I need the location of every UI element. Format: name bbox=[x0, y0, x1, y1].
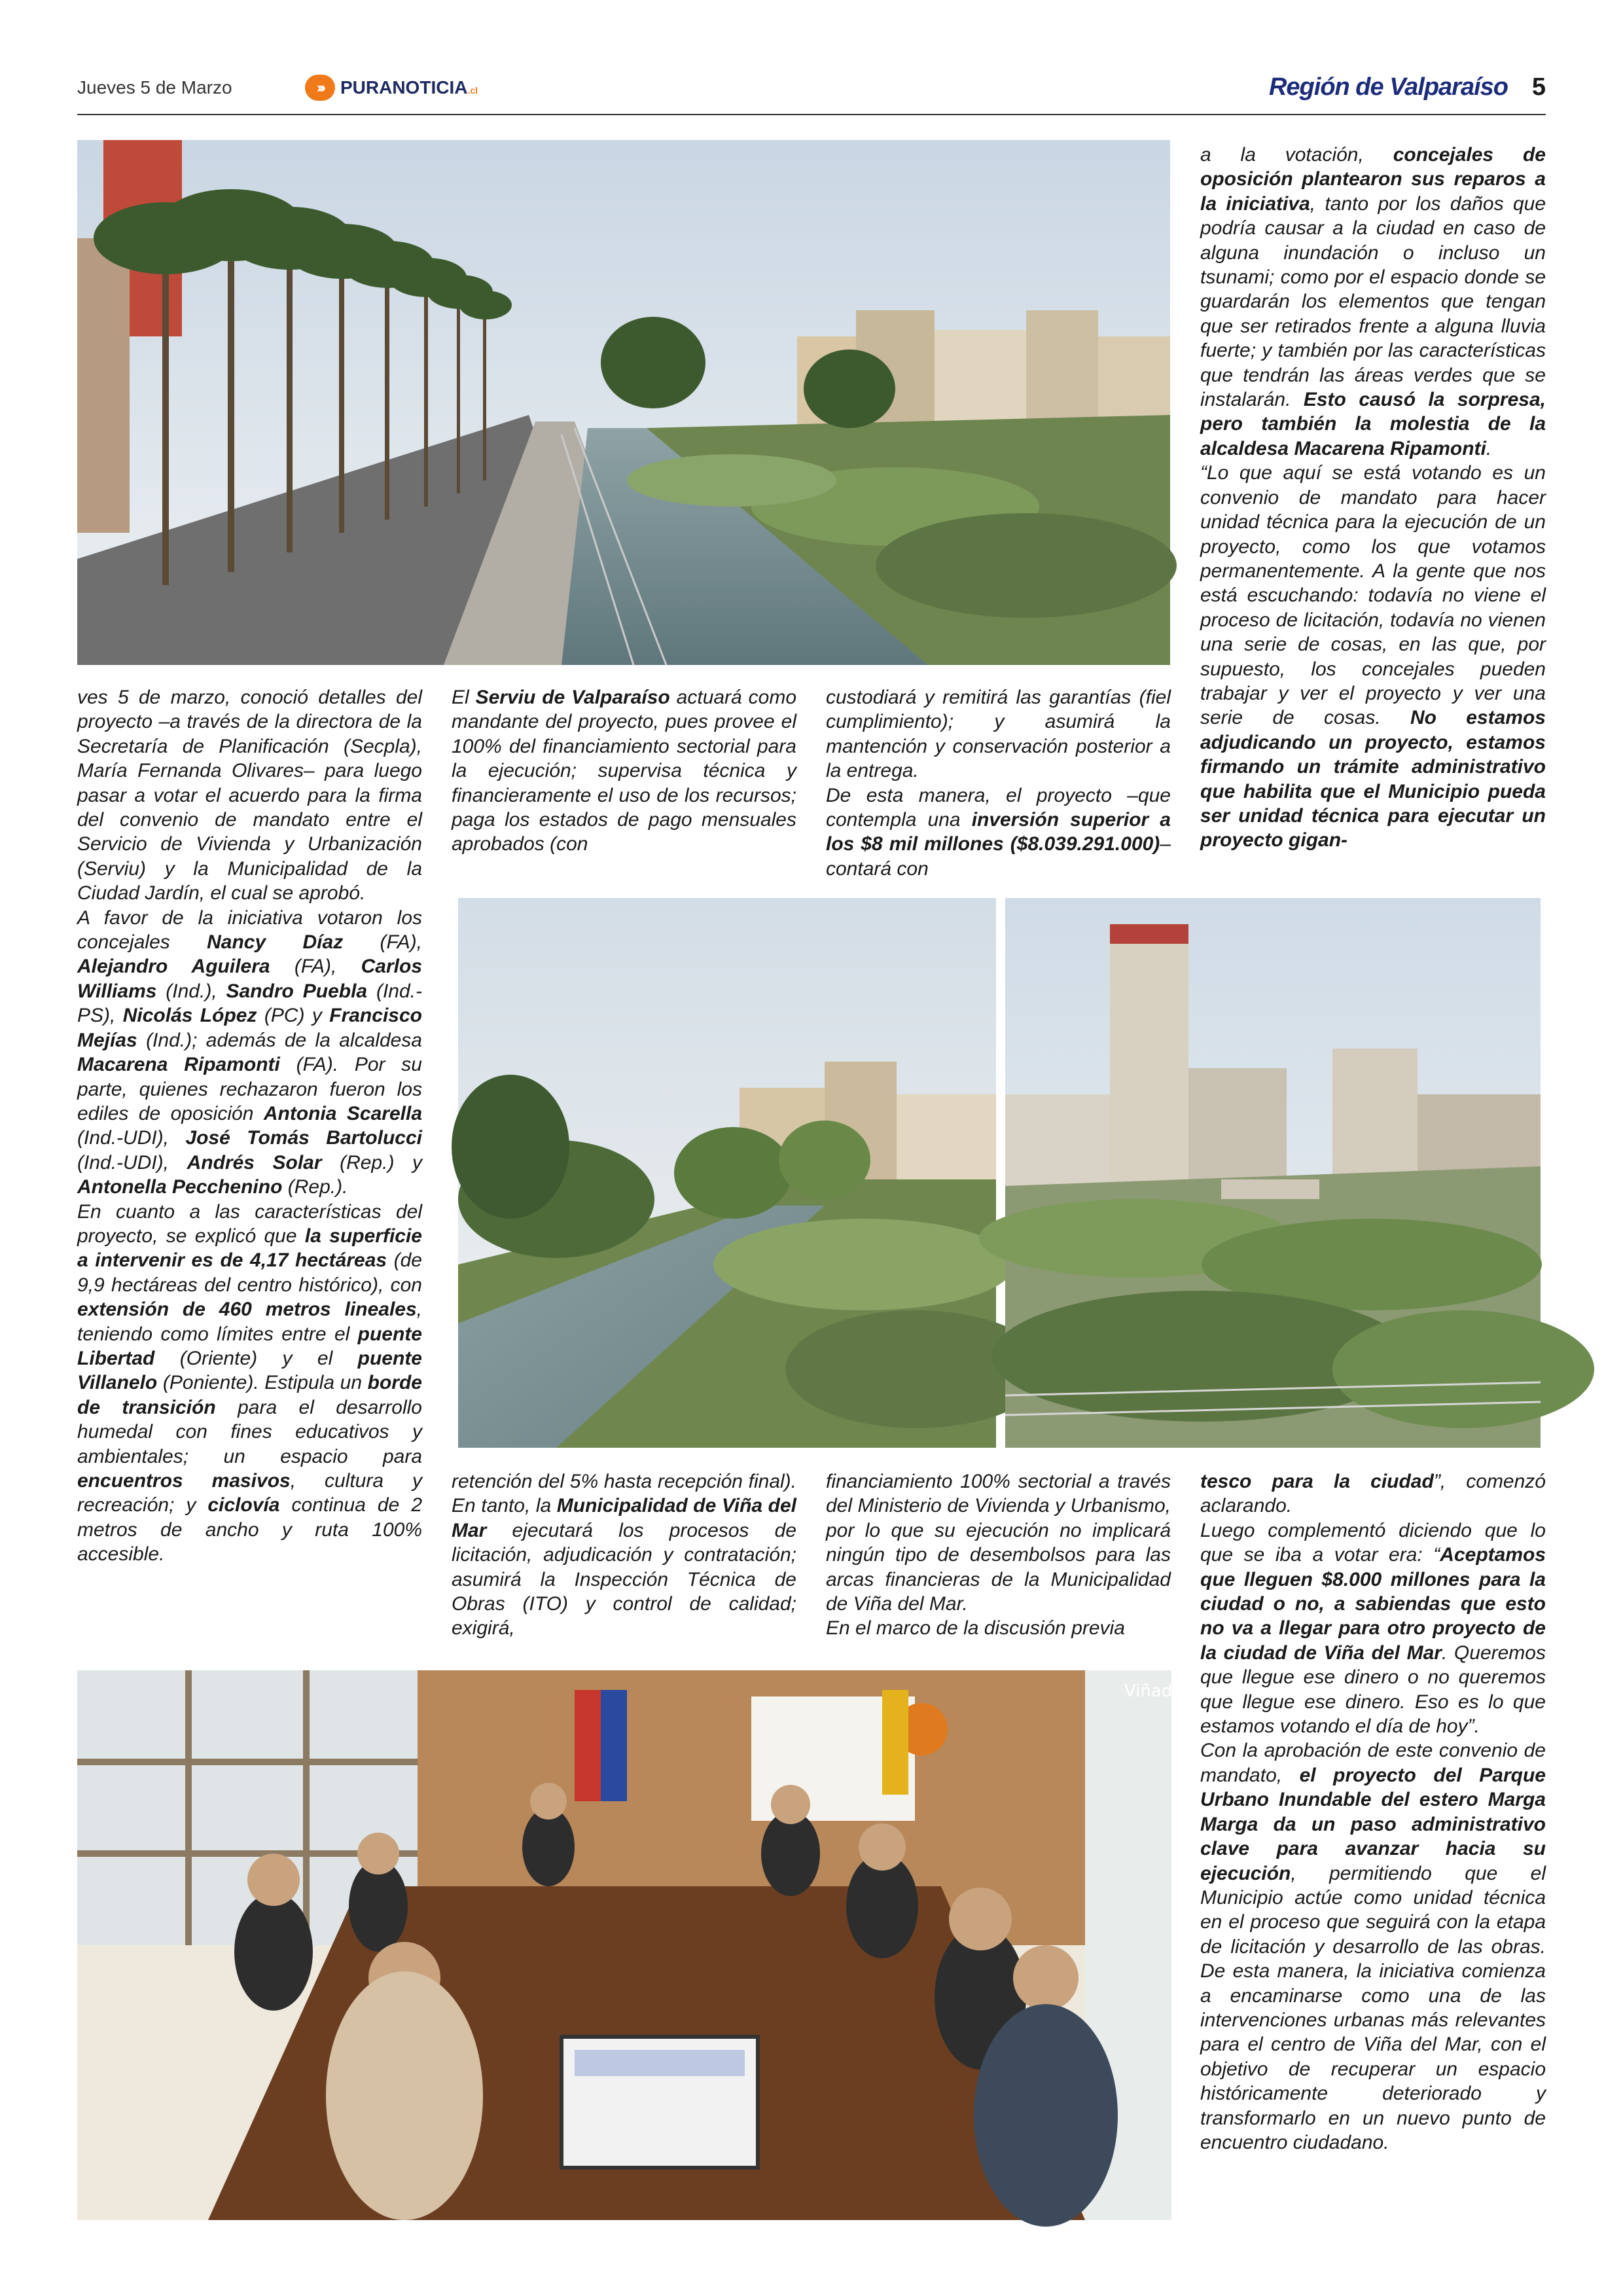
paragraph: financiamiento 100% sectorial a través del Ministerio de Vivienda y Urbanismo, por lo que su ejecución no implicará ningún tipo de desembolsos para las arcas financieras de la Municipalidad de Viña del Mar. bbox=[826, 1471, 1171, 1615]
photo-avenue-rendering bbox=[77, 140, 1170, 665]
page-number: 5 bbox=[1531, 73, 1546, 101]
logo-chevron-icon: ››› bbox=[305, 75, 335, 101]
meeting-logo-text: ViñadelMar bbox=[1124, 1681, 1220, 1701]
paragraph: En el marco de la discusión previa bbox=[826, 1617, 1125, 1640]
section-title: Región de Valparaíso bbox=[1268, 73, 1508, 101]
column-2-bottom-text bbox=[452, 1469, 796, 1641]
photo-council-meeting bbox=[77, 1670, 1220, 2220]
logo-text: PURANOTICIA bbox=[340, 77, 468, 98]
paragraph: ves 5 de marzo, conoció detalles del proyecto –a través de la directora de la Secretaría de Planificación (Secpla), María Fernanda Olivares– para luego pasar a votar el acuerdo para la firma del convenio de mandato entre el Servicio de Vivienda y Urbanización (Serviu) y la Municipalidad de la Ciudad Jardín, el cual se aprobó. bbox=[77, 687, 422, 905]
paragraph: En cuanto a las características del proyecto, se explicó que la superficie a intervenir es de 4,17 hectáreas (de 9,9 hectáreas del centro histórico), con extensión de 460 metros lineales, teniendo como límites entre el puente Libertad (Oriente) y el puente Villanelo (Poniente). Estipula un borde de transición para el desarrollo humedal con fines educativos y ambientales; un espacio para encuentros masivos, cultura y recreación; y ciclovía continua de 2 metros de ancho y ruta 100% accesible. bbox=[77, 1200, 422, 1566]
page-date: Jueves 5 de Marzo bbox=[77, 77, 232, 98]
puranoticia-logo bbox=[305, 73, 478, 102]
column-2-top-text bbox=[452, 685, 796, 857]
column-4-top-text bbox=[1200, 143, 1546, 853]
column-1-text bbox=[77, 685, 422, 1567]
header-divider bbox=[77, 114, 1546, 115]
column-4-bottom-text bbox=[1200, 1469, 1546, 2155]
paragraph: custodiará y remitirá las garantías (fiel cumplimiento); y asumirá la mantención y conservación posterior a la entrega. bbox=[826, 687, 1171, 782]
paragraph: a la votación, concejales de oposición plantearon sus reparos a la iniciativa, tanto por los daños que podría causar a la ciudad en caso de alguna inundación o incluso un tsunami; como por el espacio donde se guardarán los elementos que tengan que ser retirados frente a alguna lluvia fuerte; y también por las características que tendrán las áreas verdes que se instalarán. Esto causó la sorpresa, pero también la molestia de la alcaldesa Macarena Ripamonti. bbox=[1200, 144, 1546, 459]
paragraph: Con la aprobación de este convenio de mandato, el proyecto del Parque Urbano Inundable del estero Marga Marga da un paso administrativo clave para avanzar hacia su ejecución, permitiendo que el Municipio actúe como unidad técnica en el proceso que seguirá con la etapa de licitación y desarrollo de las obras. De esta manera, la iniciativa comienza a encaminarse como una de las intervenciones urbanas más relevantes para el centro de Viña del Mar, con el objetivo de recuperar un espacio históricamente deteriorado y transformarlo en un nuevo punto de encuentro ciudadano. bbox=[1200, 1740, 1546, 2153]
paragraph: El Serviu de Valparaíso actuará como mandante del proyecto, pues provee el 100% del financiamiento sectorial para la ejecución; supervisa técnica y financieramente el uso de los recursos; paga los estados de pago mensuales aprobados (con bbox=[452, 687, 797, 855]
paragraph: Luego complementó diciendo que lo que se iba a votar era: “Aceptamos que lleguen $8.000 millones para la ciudad o no, a sabiendas que esto no va a llegar para otro proyecto de la ciudad de Viña del Mar. Queremos que llegue ese dinero o no queremos que llegue ese dinero. Eso es lo que estamos votando el día de hoy”. bbox=[1200, 1519, 1546, 1738]
photo-park-rendering bbox=[1005, 898, 1541, 1448]
photo-channel-rendering bbox=[458, 898, 996, 1448]
paragraph: De esta manera, el proyecto –que contempla una inversión superior a los $8 mil millones ($8.039.291.000)– contará con bbox=[826, 784, 1171, 880]
logo-suffix: .cl bbox=[467, 85, 478, 96]
paragraph: retención del 5% hasta recepción final). En tanto, la Municipalidad de Viña del Mar ejecutará los procesos de licitación, adjudicación y contratación; asumirá la Inspección Técnica de Obras (ITO) y control de calidad; exigirá, bbox=[452, 1471, 796, 1640]
column-3-bottom-text bbox=[826, 1469, 1171, 1641]
paragraph: tesco para la ciudad”, comenzó aclarando. bbox=[1200, 1471, 1546, 1517]
paragraph: “Lo que aquí se está votando es un convenio de mandato para hacer unidad técnica para la ejecución de un proyecto, como los que votamos permanentemente. A la gente que nos está escuchando: todavía no viene el proceso de licitación, todavía no vienen una serie de cosas, en las que, por supuesto, los concejales pueden trabajar y ver el proyecto y ver una serie de cosas. No estamos adjudicando un proyecto, estamos firmando un trámite administrativo que habilita que el Municipio pueda ser unidad técnica para ejecutar un proyecto gigan- bbox=[1200, 462, 1546, 852]
column-3-top-text bbox=[826, 685, 1171, 881]
paragraph: A favor de la iniciativa votaron los concejales Nancy Díaz (FA), Alejandro Aguilera (FA), Carlos Williams (Ind.), Sandro Puebla (Ind.-PS), Nicolás López (PC) y Francisco Mejías (Ind.); además de la alcaldesa Macarena Ripamonti (FA). Por su parte, quienes rechazaron fueron los ediles de oposición Antonia Scarella (Ind.-UDI), José Tomás Bartolucci (Ind.-UDI), Andrés Solar (Rep.) y Antonella Pecchenino (Rep.). bbox=[77, 906, 423, 1198]
